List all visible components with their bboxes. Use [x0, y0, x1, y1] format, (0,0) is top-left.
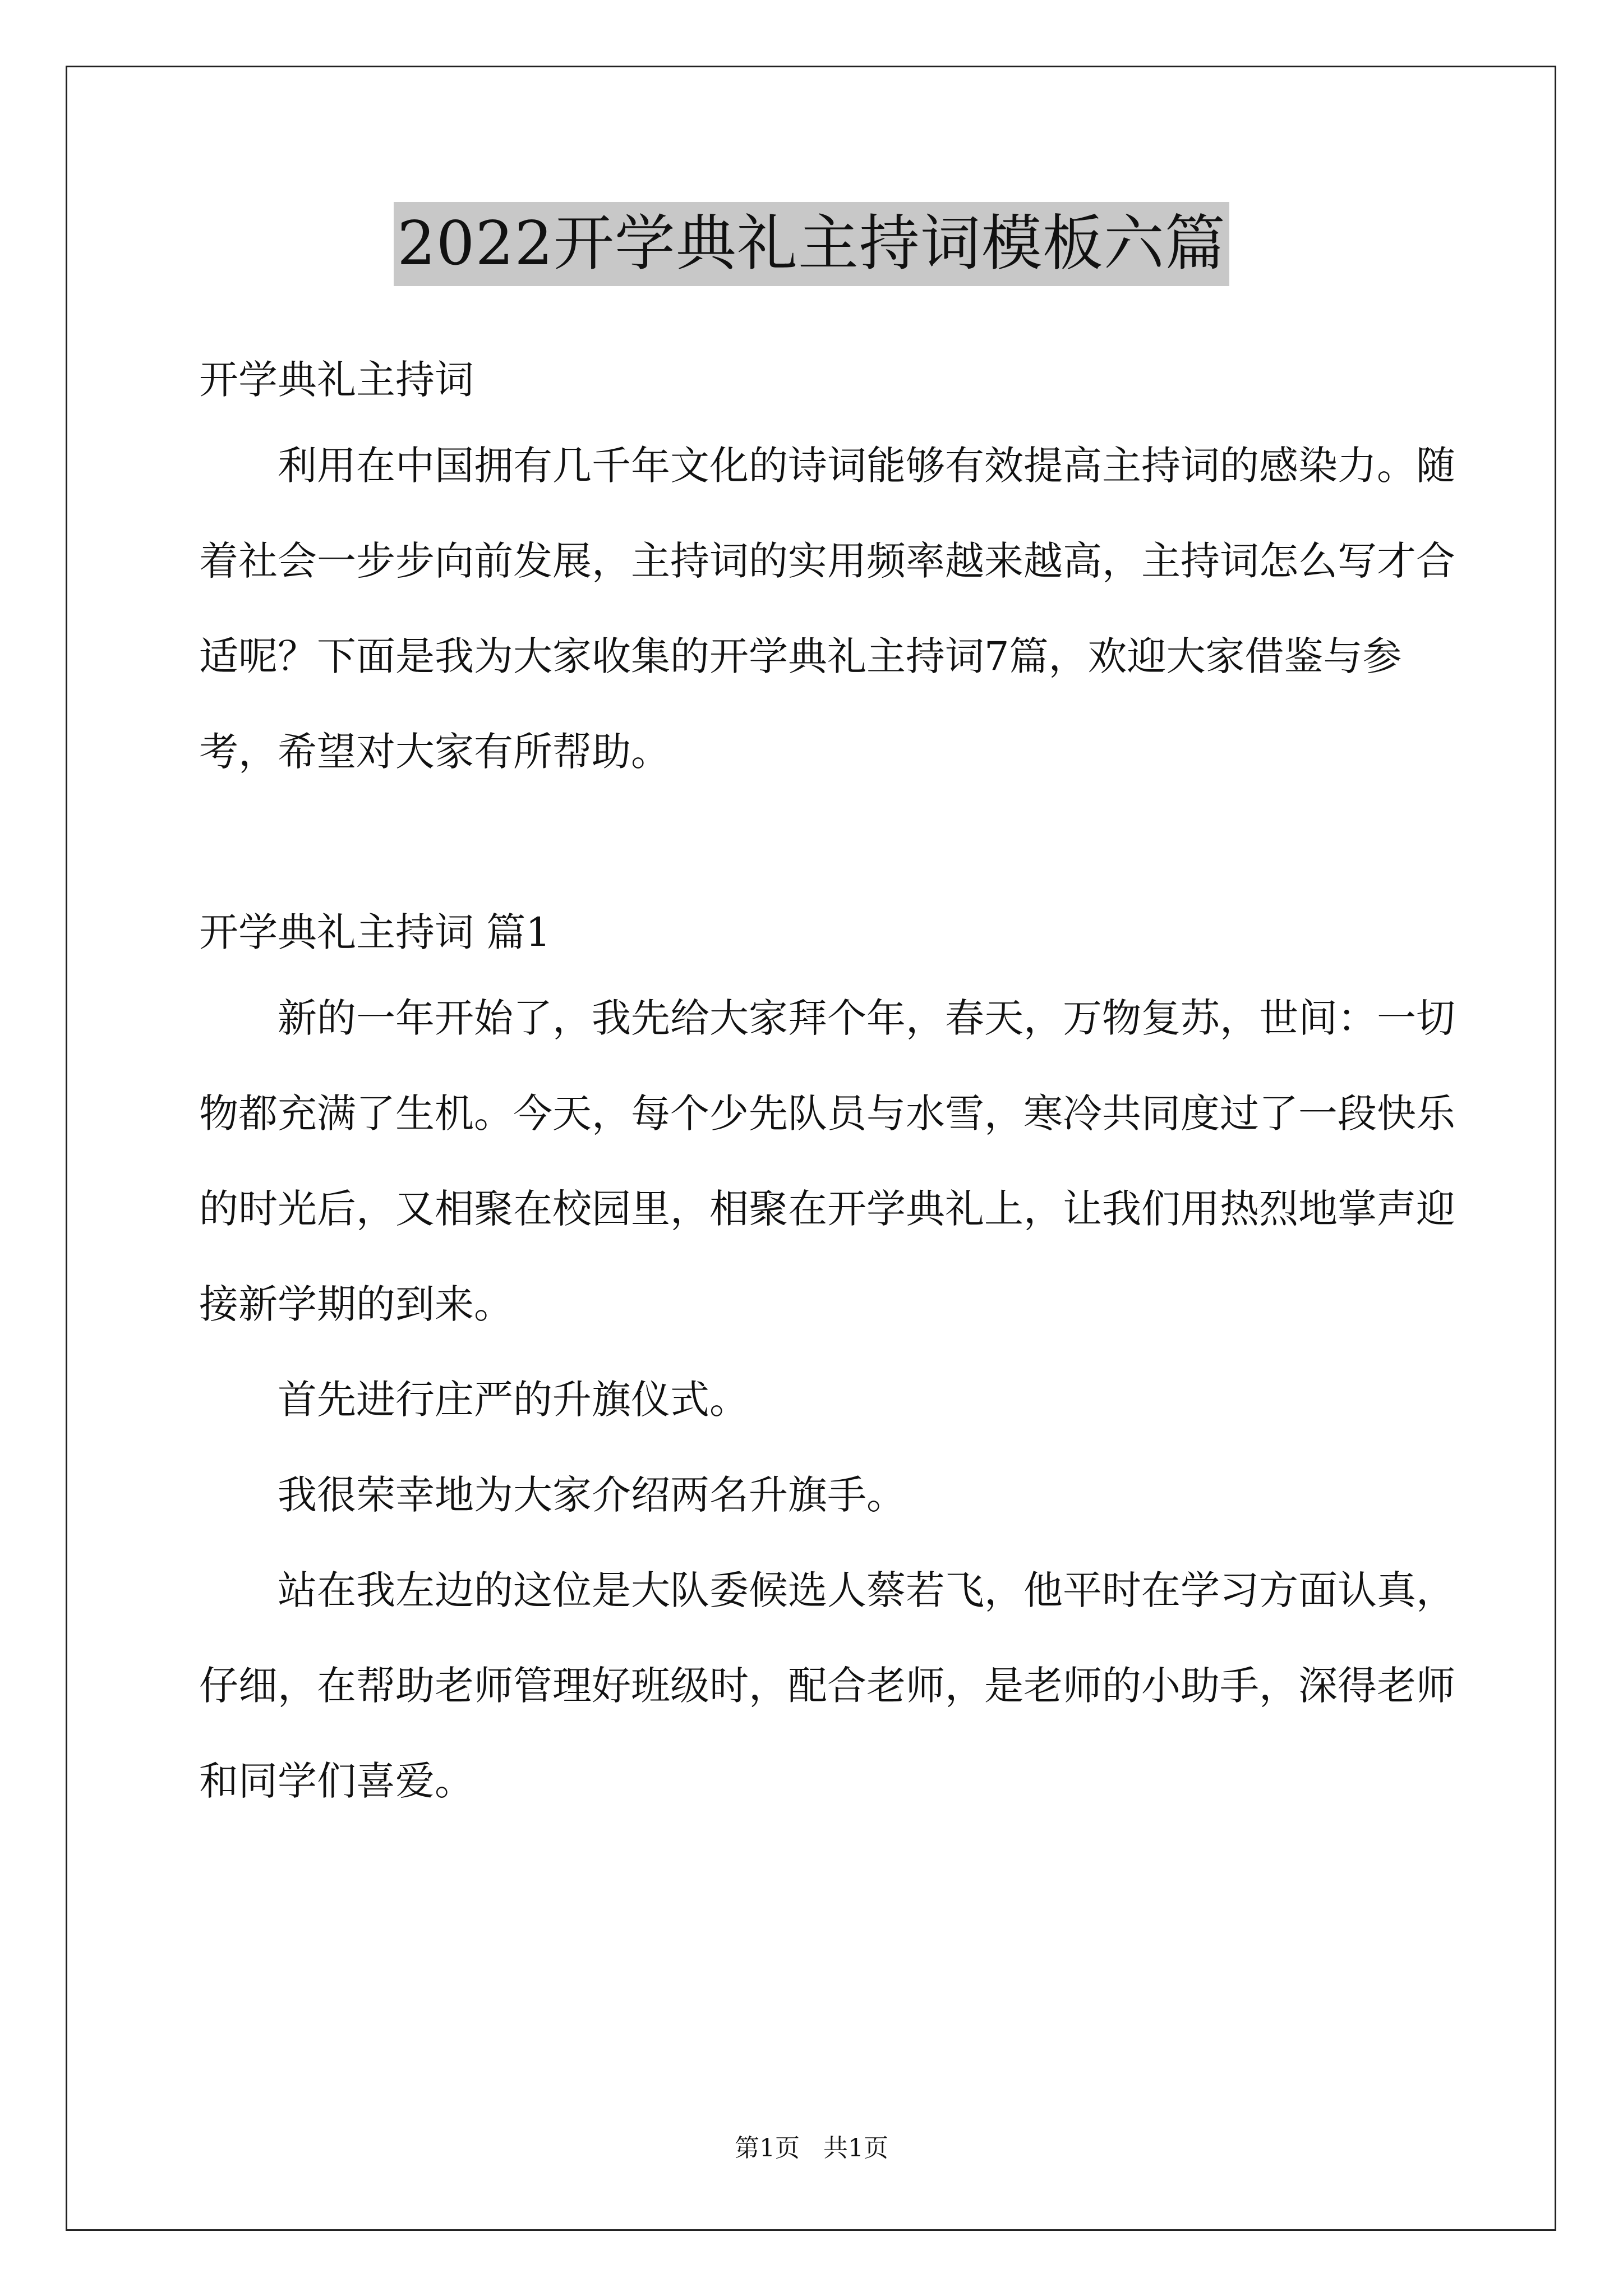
section1-paragraph-2: 首先进行庄严的升旗仪式。	[278, 1377, 749, 1423]
intro-paragraph: 利用在中国拥有几千年文化的诗词能够有效提高主持词的感染力。随着社会一步步向前发展，主持词的实用频率越来越高，主持词怎么写才合适呢？下面是我为大家收集的开学典礼主持词7篇，欢迎大家借鉴与参考，希望对大家有所帮助。	[199, 443, 1455, 775]
section1-paragraph-3: 我很荣幸地为大家介绍两名升旗手。	[278, 1472, 906, 1518]
intro-heading: 开学典礼主持词	[199, 357, 474, 403]
section1-heading: 开学典礼主持词 篇1	[199, 909, 551, 955]
section1-paragraph-1: 新的一年开始了，我先给大家拜个年，春天，万物复苏，世间：一切物都充满了生机。今天，每个少先队员与水雪，寒冷共同度过了一段快乐的时光后，又相聚在校园里，相聚在开学典礼上，让我们用热烈地掌声迎接新学期的到来。	[199, 995, 1455, 1327]
document-title: 2022开学典礼主持词模板六篇	[394, 202, 1229, 286]
section1-paragraph-4: 站在我左边的这位是大队委候选人蔡若飞，他平时在学习方面认真，仔细，在帮助老师管理好班级时，配合老师，是老师的小助手，深得老师和同学们喜爱。	[199, 1567, 1455, 1804]
section-spacer	[199, 799, 1455, 895]
title-container	[0, 202, 1623, 286]
document-body	[199, 342, 1455, 1829]
page-footer: 第1页 共1页	[735, 2134, 888, 2162]
